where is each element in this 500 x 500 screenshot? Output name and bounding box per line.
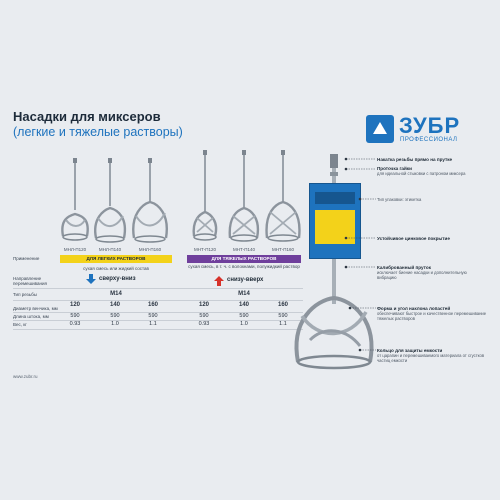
page-subtitle: (легкие и тяжелые растворы) [13,125,183,139]
table-divider [13,329,303,330]
callout-zinc: Устойчивое цинковое покрытие [377,236,450,241]
row-label-thread: Тип резьбы [13,292,37,297]
model-label-2: МНЛ-П140 [98,247,122,252]
row-label-direction: Направление перемешивания [13,276,47,286]
row-label-diameter: Диаметр венчика, мм [13,306,58,311]
diameter-heavy-2: 140 [238,302,249,308]
thread-light: М14 [110,291,122,297]
note-heavy-mortars: сухая смесь, в т. ч. с волокнами, полужидкий раствор [188,264,300,269]
length-heavy-2: 590 [239,313,249,319]
length-light-3: 590 [148,313,158,319]
weight-heavy-1: 0.93 [198,321,210,327]
callout-nut-groove: Проточка гайки для идеальной стыковки с патроном миксера [377,166,466,176]
direction-heavy: снизу-вверх [227,277,264,283]
row-label-purpose: Применение [13,256,40,261]
diameter-light-3: 160 [147,302,158,308]
mixer-image-2 [92,158,128,244]
weight-light-3: 1.1 [149,321,157,327]
callout-packaging: Тип упаковки: этикетка [377,197,422,202]
callout-calibrated-rod: Калиброванный пруток исключает биение насадки и дополнительную вибрацию [377,265,467,280]
length-light-1: 590 [70,313,80,319]
row-label-weight: Вес, кг [13,322,27,327]
callout-ring: Кольцо для защиты емкости от царапин и перемешиваемого материала от сгустков частиц емкости [377,348,485,363]
weight-light-2: 1.0 [111,321,119,327]
weight-light-1: 0.93 [69,321,81,327]
arrow-up-icon [214,276,224,286]
diameter-heavy-1: 120 [198,302,209,308]
model-label-6: МНТ-П160 [272,247,294,252]
website-link[interactable]: www.zubr.ru [13,374,38,379]
brand-logo [366,113,484,147]
model-label-1: МНЛ-П120 [63,247,87,252]
length-heavy-3: 590 [278,313,288,319]
brand-name: ЗУБР [399,113,461,138]
diameter-light-2: 140 [109,302,120,308]
badge-light-mortars: ДЛЯ ЛЕГКИХ РАСТВОРОВ [60,255,172,263]
table-divider [13,300,303,301]
mixer-image-3 [131,158,169,244]
callout-thread: Накатка резьбы прямо на прутке [377,157,453,162]
badge-heavy-mortars: ДЛЯ ТЯЖЕЛЫХ РАСТВОРОВ [187,255,301,263]
length-heavy-1: 590 [199,313,209,319]
thread-heavy: М14 [238,291,250,297]
callout-leader-lines [330,150,380,360]
table-divider [13,288,303,289]
row-label-length: Длина штока, мм [13,314,49,319]
note-light-mortars: сухая смесь или жидкий состав [83,266,149,271]
mixer-image-5 [226,150,262,244]
page-title: Насадки для миксеров [13,109,161,124]
mixer-image-4 [188,150,222,244]
brand-mark-icon [366,115,394,143]
brand-tagline: ПРОФЕССИОНАЛ [400,137,458,143]
diameter-heavy-3: 160 [277,302,288,308]
callout-blades: Форма и угол наклона лопастей обеспечивают быстрое и качественное перемешивание тяжелых растворов [377,306,487,321]
weight-heavy-3: 1.1 [279,321,287,327]
model-label-5: МНТ-П140 [233,247,255,252]
model-label-4: МНТ-П120 [194,247,216,252]
arrow-down-icon [86,274,96,284]
length-light-2: 590 [110,313,120,319]
diameter-light-1: 120 [69,302,80,308]
model-label-3: МНЛ-П160 [138,247,162,252]
weight-heavy-2: 1.0 [240,321,248,327]
direction-light: сверху-вниз [99,276,136,282]
mixer-image-1 [58,158,92,244]
